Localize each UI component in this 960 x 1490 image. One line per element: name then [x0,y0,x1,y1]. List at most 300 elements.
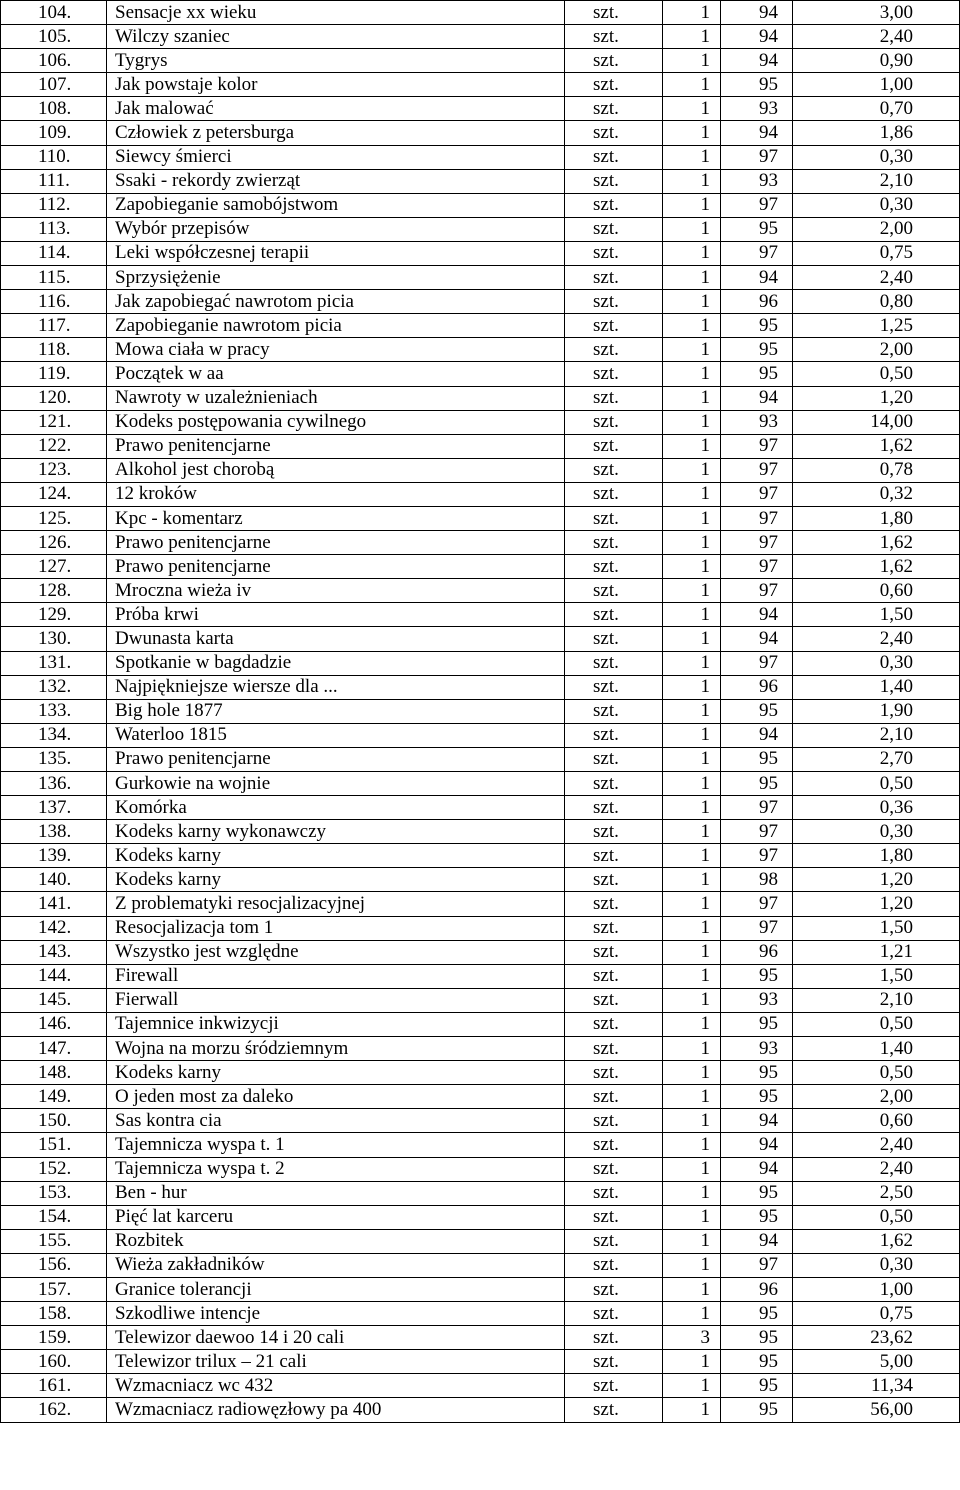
item-title-cell: Wzmacniacz radiowęzłowy pa 400 [107,1398,565,1422]
unit-cell: szt. [565,1061,663,1085]
item-number-cell: 155. [1,1229,107,1253]
year-code-cell: 94 [721,121,793,145]
year-code-cell: 94 [721,603,793,627]
table-row [1,386,960,410]
quantity-cell: 1 [663,217,721,241]
year-code-cell: 95 [721,1398,793,1422]
item-title-cell: Siewcy śmierci [107,145,565,169]
item-title-cell: Dwunasta karta [107,627,565,651]
unit-cell: szt. [565,1326,663,1350]
year-code-cell: 95 [721,1061,793,1085]
item-title-cell: Kpc - komentarz [107,506,565,530]
year-code-cell: 97 [721,796,793,820]
item-number-cell: 112. [1,193,107,217]
unit-cell: szt. [565,1,663,25]
item-title-cell: Sas kontra cia [107,1109,565,1133]
unit-cell: szt. [565,796,663,820]
quantity-cell: 1 [663,627,721,651]
item-title-cell: Szkodliwe intencje [107,1302,565,1326]
year-code-cell: 97 [721,506,793,530]
year-code-cell: 93 [721,1037,793,1061]
value-cell: 1,50 [793,964,960,988]
year-code-cell: 97 [721,145,793,169]
value-cell: 0,78 [793,458,960,482]
item-number-cell: 153. [1,1181,107,1205]
year-code-cell: 94 [721,386,793,410]
item-title-cell: Zapobieganie nawrotom picia [107,314,565,338]
table-row [1,868,960,892]
table-row [1,506,960,530]
item-title-cell: Granice tolerancji [107,1277,565,1301]
unit-cell: szt. [565,49,663,73]
table-row [1,892,960,916]
value-cell: 1,00 [793,1277,960,1301]
item-number-cell: 107. [1,73,107,97]
quantity-cell: 1 [663,25,721,49]
item-number-cell: 127. [1,555,107,579]
value-cell: 0,50 [793,1205,960,1229]
unit-cell: szt. [565,266,663,290]
table-row [1,1157,960,1181]
item-number-cell: 120. [1,386,107,410]
item-number-cell: 118. [1,338,107,362]
item-title-cell: Wzmacniacz wc 432 [107,1374,565,1398]
quantity-cell: 1 [663,73,721,97]
quantity-cell: 1 [663,338,721,362]
unit-cell: szt. [565,1374,663,1398]
value-cell: 11,34 [793,1374,960,1398]
value-cell: 2,10 [793,169,960,193]
value-cell: 1,20 [793,868,960,892]
quantity-cell: 1 [663,49,721,73]
item-number-cell: 105. [1,25,107,49]
table-row [1,410,960,434]
year-code-cell: 95 [721,1326,793,1350]
quantity-cell: 1 [663,772,721,796]
quantity-cell: 1 [663,241,721,265]
item-title-cell: Prawo penitencjarne [107,531,565,555]
value-cell: 1,40 [793,1037,960,1061]
table-row [1,579,960,603]
table-row [1,1133,960,1157]
quantity-cell: 1 [663,145,721,169]
unit-cell: szt. [565,434,663,458]
value-cell: 1,90 [793,699,960,723]
table-row [1,699,960,723]
year-code-cell: 96 [721,290,793,314]
year-code-cell: 95 [721,1085,793,1109]
year-code-cell: 95 [721,73,793,97]
value-cell: 0,30 [793,1253,960,1277]
unit-cell: szt. [565,988,663,1012]
unit-cell: szt. [565,97,663,121]
item-number-cell: 128. [1,579,107,603]
year-code-cell: 97 [721,651,793,675]
table-row [1,1277,960,1301]
value-cell: 0,30 [793,145,960,169]
table-row [1,434,960,458]
table-row [1,1374,960,1398]
unit-cell: szt. [565,1133,663,1157]
unit-cell: szt. [565,579,663,603]
unit-cell: szt. [565,1253,663,1277]
unit-cell: szt. [565,675,663,699]
unit-cell: szt. [565,1109,663,1133]
year-code-cell: 95 [721,1012,793,1036]
year-code-cell: 94 [721,627,793,651]
inventory-table-body [1,1,960,1423]
item-number-cell: 139. [1,844,107,868]
item-title-cell: Wilczy szaniec [107,25,565,49]
year-code-cell: 95 [721,1205,793,1229]
table-row [1,916,960,940]
year-code-cell: 97 [721,1253,793,1277]
value-cell: 0,75 [793,1302,960,1326]
table-row [1,1253,960,1277]
item-number-cell: 113. [1,217,107,241]
item-number-cell: 161. [1,1374,107,1398]
year-code-cell: 97 [721,531,793,555]
quantity-cell: 1 [663,844,721,868]
quantity-cell: 1 [663,723,721,747]
value-cell: 1,62 [793,531,960,555]
unit-cell: szt. [565,338,663,362]
table-row [1,193,960,217]
year-code-cell: 94 [721,266,793,290]
item-title-cell: Sensacje xx wieku [107,1,565,25]
year-code-cell: 93 [721,97,793,121]
value-cell: 5,00 [793,1350,960,1374]
unit-cell: szt. [565,121,663,145]
item-title-cell: Mroczna wieża iv [107,579,565,603]
unit-cell: szt. [565,25,663,49]
item-title-cell: Alkohol jest chorobą [107,458,565,482]
table-row [1,940,960,964]
table-row [1,458,960,482]
value-cell: 0,32 [793,482,960,506]
table-row [1,675,960,699]
item-title-cell: Wszystko jest względne [107,940,565,964]
year-code-cell: 95 [721,1374,793,1398]
table-row [1,49,960,73]
item-number-cell: 160. [1,1350,107,1374]
table-row [1,1012,960,1036]
unit-cell: szt. [565,844,663,868]
item-number-cell: 140. [1,868,107,892]
item-number-cell: 131. [1,651,107,675]
item-title-cell: Tajemnice inkwizycji [107,1012,565,1036]
quantity-cell: 1 [663,290,721,314]
quantity-cell: 1 [663,603,721,627]
item-title-cell: Kodeks karny wykonawczy [107,820,565,844]
year-code-cell: 95 [721,747,793,771]
year-code-cell: 95 [721,699,793,723]
table-row [1,145,960,169]
quantity-cell: 1 [663,1205,721,1229]
item-number-cell: 104. [1,1,107,25]
table-row [1,723,960,747]
value-cell: 2,40 [793,266,960,290]
table-row [1,73,960,97]
quantity-cell: 1 [663,1061,721,1085]
year-code-cell: 97 [721,844,793,868]
value-cell: 0,30 [793,820,960,844]
quantity-cell: 1 [663,892,721,916]
unit-cell: szt. [565,651,663,675]
quantity-cell: 1 [663,675,721,699]
item-title-cell: O jeden most za daleko [107,1085,565,1109]
year-code-cell: 97 [721,482,793,506]
quantity-cell: 1 [663,1350,721,1374]
quantity-cell: 1 [663,988,721,1012]
year-code-cell: 97 [721,193,793,217]
value-cell: 2,40 [793,627,960,651]
item-title-cell: Firewall [107,964,565,988]
value-cell: 0,50 [793,1012,960,1036]
unit-cell: szt. [565,627,663,651]
item-title-cell: 12 kroków [107,482,565,506]
quantity-cell: 1 [663,1181,721,1205]
item-number-cell: 132. [1,675,107,699]
item-number-cell: 147. [1,1037,107,1061]
item-number-cell: 129. [1,603,107,627]
quantity-cell: 1 [663,1157,721,1181]
table-row [1,1085,960,1109]
quantity-cell: 1 [663,1229,721,1253]
unit-cell: szt. [565,482,663,506]
quantity-cell: 1 [663,820,721,844]
unit-cell: szt. [565,1012,663,1036]
quantity-cell: 1 [663,1302,721,1326]
value-cell: 0,60 [793,1109,960,1133]
item-number-cell: 137. [1,796,107,820]
table-row [1,482,960,506]
year-code-cell: 95 [721,772,793,796]
item-number-cell: 141. [1,892,107,916]
item-title-cell: Najpiękniejsze wiersze dla ... [107,675,565,699]
item-title-cell: Jak powstaje kolor [107,73,565,97]
quantity-cell: 1 [663,1398,721,1422]
item-title-cell: Wieża zakładników [107,1253,565,1277]
item-number-cell: 151. [1,1133,107,1157]
unit-cell: szt. [565,747,663,771]
unit-cell: szt. [565,1085,663,1109]
item-number-cell: 144. [1,964,107,988]
unit-cell: szt. [565,868,663,892]
item-number-cell: 122. [1,434,107,458]
unit-cell: szt. [565,940,663,964]
table-row [1,1229,960,1253]
value-cell: 0,90 [793,49,960,73]
year-code-cell: 95 [721,338,793,362]
quantity-cell: 1 [663,266,721,290]
year-code-cell: 96 [721,940,793,964]
unit-cell: szt. [565,193,663,217]
value-cell: 14,00 [793,410,960,434]
quantity-cell: 3 [663,1326,721,1350]
item-title-cell: Sprzysiężenie [107,266,565,290]
unit-cell: szt. [565,964,663,988]
item-title-cell: Próba krwi [107,603,565,627]
table-row [1,290,960,314]
table-row [1,1061,960,1085]
item-title-cell: Pięć lat karceru [107,1205,565,1229]
year-code-cell: 93 [721,169,793,193]
item-number-cell: 125. [1,506,107,530]
quantity-cell: 1 [663,531,721,555]
year-code-cell: 96 [721,675,793,699]
table-row [1,1181,960,1205]
year-code-cell: 95 [721,362,793,386]
quantity-cell: 1 [663,314,721,338]
item-number-cell: 114. [1,241,107,265]
unit-cell: szt. [565,145,663,169]
item-number-cell: 149. [1,1085,107,1109]
unit-cell: szt. [565,1229,663,1253]
quantity-cell: 1 [663,362,721,386]
quantity-cell: 1 [663,410,721,434]
unit-cell: szt. [565,699,663,723]
quantity-cell: 1 [663,964,721,988]
quantity-cell: 1 [663,1253,721,1277]
unit-cell: szt. [565,1157,663,1181]
value-cell: 1,62 [793,555,960,579]
value-cell: 23,62 [793,1326,960,1350]
item-title-cell: Prawo penitencjarne [107,555,565,579]
year-code-cell: 94 [721,1229,793,1253]
unit-cell: szt. [565,290,663,314]
quantity-cell: 1 [663,699,721,723]
item-number-cell: 110. [1,145,107,169]
table-row [1,97,960,121]
item-title-cell: Zapobieganie samobójstwom [107,193,565,217]
value-cell: 2,10 [793,988,960,1012]
year-code-cell: 97 [721,579,793,603]
year-code-cell: 97 [721,892,793,916]
value-cell: 1,21 [793,940,960,964]
value-cell: 2,00 [793,217,960,241]
item-title-cell: Ben - hur [107,1181,565,1205]
year-code-cell: 95 [721,314,793,338]
value-cell: 1,25 [793,314,960,338]
table-row [1,25,960,49]
item-number-cell: 119. [1,362,107,386]
unit-cell: szt. [565,169,663,193]
table-row [1,964,960,988]
table-row [1,531,960,555]
item-title-cell: Big hole 1877 [107,699,565,723]
item-title-cell: Resocjalizacja tom 1 [107,916,565,940]
table-row [1,844,960,868]
year-code-cell: 95 [721,217,793,241]
item-number-cell: 124. [1,482,107,506]
table-row [1,266,960,290]
table-row [1,555,960,579]
item-number-cell: 152. [1,1157,107,1181]
item-title-cell: Kodeks postępowania cywilnego [107,410,565,434]
unit-cell: szt. [565,73,663,97]
value-cell: 1,00 [793,73,960,97]
item-number-cell: 111. [1,169,107,193]
item-title-cell: Fierwall [107,988,565,1012]
value-cell: 2,00 [793,1085,960,1109]
year-code-cell: 97 [721,241,793,265]
quantity-cell: 1 [663,386,721,410]
year-code-cell: 95 [721,964,793,988]
item-title-cell: Jak malować [107,97,565,121]
unit-cell: szt. [565,506,663,530]
item-number-cell: 123. [1,458,107,482]
item-title-cell: Jak zapobiegać nawrotom picia [107,290,565,314]
table-row [1,121,960,145]
item-number-cell: 136. [1,772,107,796]
table-row [1,217,960,241]
item-number-cell: 156. [1,1253,107,1277]
unit-cell: szt. [565,458,663,482]
item-number-cell: 121. [1,410,107,434]
value-cell: 1,20 [793,892,960,916]
unit-cell: szt. [565,1350,663,1374]
year-code-cell: 94 [721,1109,793,1133]
table-row [1,1398,960,1422]
table-row [1,1302,960,1326]
unit-cell: szt. [565,820,663,844]
item-title-cell: Nawroty w uzależnieniach [107,386,565,410]
year-code-cell: 93 [721,410,793,434]
value-cell: 2,70 [793,747,960,771]
unit-cell: szt. [565,1181,663,1205]
year-code-cell: 96 [721,1277,793,1301]
year-code-cell: 95 [721,1302,793,1326]
value-cell: 2,00 [793,338,960,362]
year-code-cell: 94 [721,1157,793,1181]
item-number-cell: 154. [1,1205,107,1229]
item-number-cell: 145. [1,988,107,1012]
quantity-cell: 1 [663,1109,721,1133]
item-number-cell: 135. [1,747,107,771]
value-cell: 1,40 [793,675,960,699]
year-code-cell: 97 [721,434,793,458]
item-number-cell: 146. [1,1012,107,1036]
value-cell: 0,30 [793,651,960,675]
unit-cell: szt. [565,603,663,627]
table-row [1,747,960,771]
table-row [1,1205,960,1229]
item-number-cell: 130. [1,627,107,651]
item-title-cell: Rozbitek [107,1229,565,1253]
value-cell: 1,80 [793,506,960,530]
item-title-cell: Kodeks karny [107,1061,565,1085]
value-cell: 1,62 [793,1229,960,1253]
item-title-cell: Mowa ciała w pracy [107,338,565,362]
item-title-cell: Prawo penitencjarne [107,434,565,458]
value-cell: 0,36 [793,796,960,820]
item-title-cell: Wybór przepisów [107,217,565,241]
table-row [1,241,960,265]
unit-cell: szt. [565,386,663,410]
item-number-cell: 159. [1,1326,107,1350]
item-number-cell: 117. [1,314,107,338]
quantity-cell: 1 [663,940,721,964]
quantity-cell: 1 [663,868,721,892]
item-title-cell: Człowiek z petersburga [107,121,565,145]
value-cell: 2,40 [793,25,960,49]
unit-cell: szt. [565,892,663,916]
item-title-cell: Waterloo 1815 [107,723,565,747]
item-title-cell: Komórka [107,796,565,820]
unit-cell: szt. [565,217,663,241]
quantity-cell: 1 [663,1037,721,1061]
